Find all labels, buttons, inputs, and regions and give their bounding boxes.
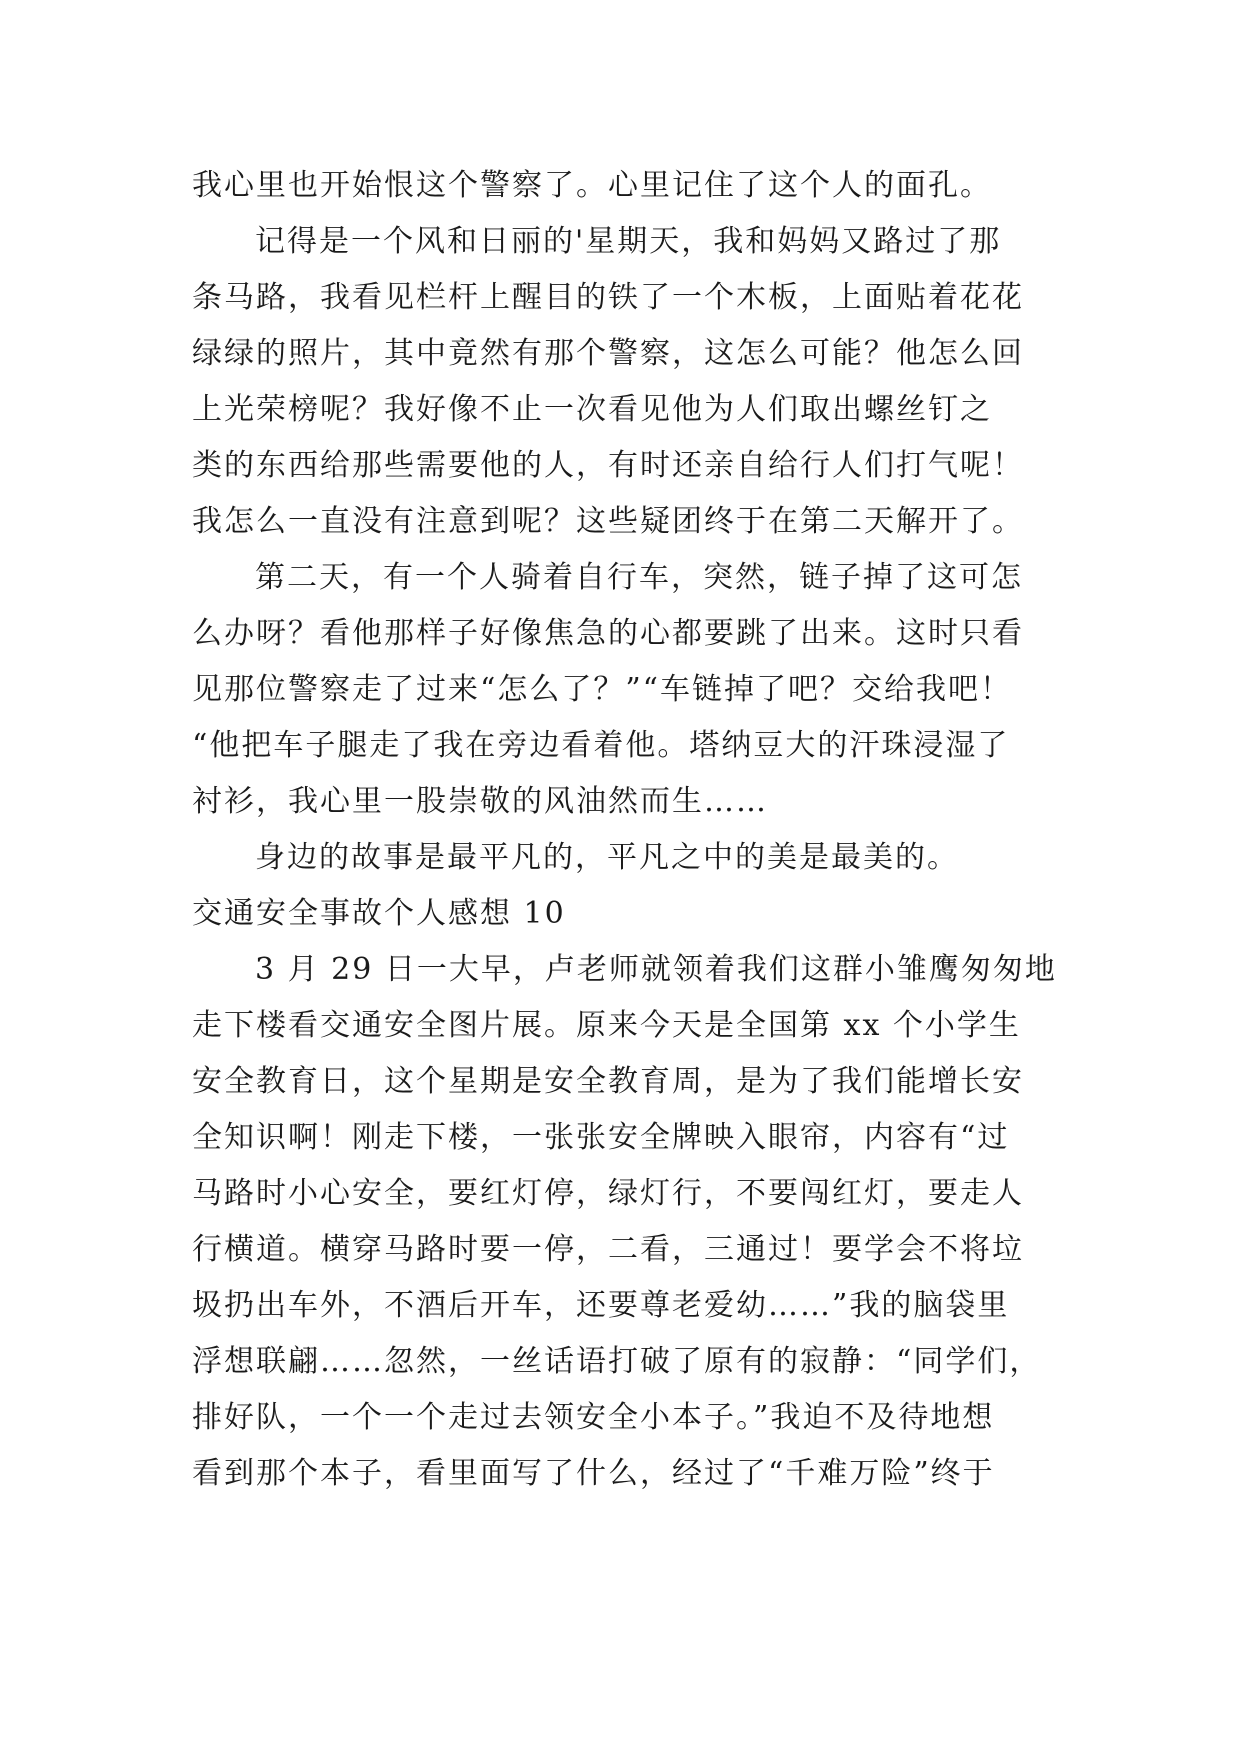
- text-line: 行横道。横穿马路时要一停，二看，三通过！要学会不将垃: [192, 1232, 1024, 1267]
- text-line: 我怎么一直没有注意到呢？这些疑团终于在第二天解开了。: [192, 504, 1024, 539]
- text-line: 3 月 29 日一大早，卢老师就领着我们这群小雏鹰匆匆地: [255, 952, 1057, 987]
- section-heading: 交通安全事故个人感想 10: [192, 896, 566, 931]
- text-line: 衬衫，我心里一股崇敬的风油然而生……: [192, 784, 768, 819]
- text-line: 圾扔出车外，不酒后开车，还要尊老爱幼……”我的脑袋里: [192, 1288, 1010, 1323]
- text-line: 么办呀？看他那样子好像焦急的心都要跳了出来。这时只看: [192, 616, 1024, 651]
- text-line: 走下楼看交通安全图片展。原来今天是全国第 xx 个小学生: [192, 1008, 1021, 1043]
- text-line: 安全教育日，这个星期是安全教育周，是为了我们能增长安: [192, 1064, 1024, 1099]
- text-line: 看到那个本子，看里面写了什么，经过了“千难万险”终于: [192, 1456, 995, 1491]
- text-line: 绿绿的照片，其中竟然有那个警察，这怎么可能？他怎么回: [192, 336, 1024, 371]
- text-line: 身边的故事是最平凡的，平凡之中的美是最美的。: [255, 840, 959, 875]
- text-line: “他把车子腿走了我在旁边看着他。塔纳豆大的汗珠浸湿了: [192, 728, 1010, 763]
- text-line: 全知识啊！刚走下楼，一张张安全牌映入眼帘，内容有“过: [192, 1120, 1010, 1155]
- text-line: 排好队，一个一个走过去领安全小本子。”我迫不及待地想: [192, 1400, 995, 1435]
- text-line: 我心里也开始恨这个警察了。心里记住了这个人的面孔。: [192, 168, 992, 203]
- text-line: 上光荣榜呢？我好像不止一次看见他为人们取出螺丝钉之: [192, 392, 992, 427]
- text-line: 第二天，有一个人骑着自行车，突然，链子掉了这可怎: [255, 560, 1023, 595]
- text-line: 条马路，我看见栏杆上醒目的铁了一个木板，上面贴着花花: [192, 280, 1024, 315]
- text-line: 马路时小心安全，要红灯停，绿灯行，不要闯红灯，要走人: [192, 1176, 1024, 1211]
- text-line: 记得是一个风和日丽的'星期天，我和妈妈又路过了那: [255, 224, 1002, 259]
- text-line: 见那位警察走了过来“怎么了？”“车链掉了吧？交给我吧！: [192, 672, 1013, 707]
- text-line: 类的东西给那些需要他的人，有时还亲自给行人们打气呢！: [192, 448, 1024, 483]
- text-line: 浮想联翩……忽然，一丝话语打破了原有的寂静：“同学们，: [192, 1344, 1042, 1379]
- document-body: [192, 158, 1082, 1502]
